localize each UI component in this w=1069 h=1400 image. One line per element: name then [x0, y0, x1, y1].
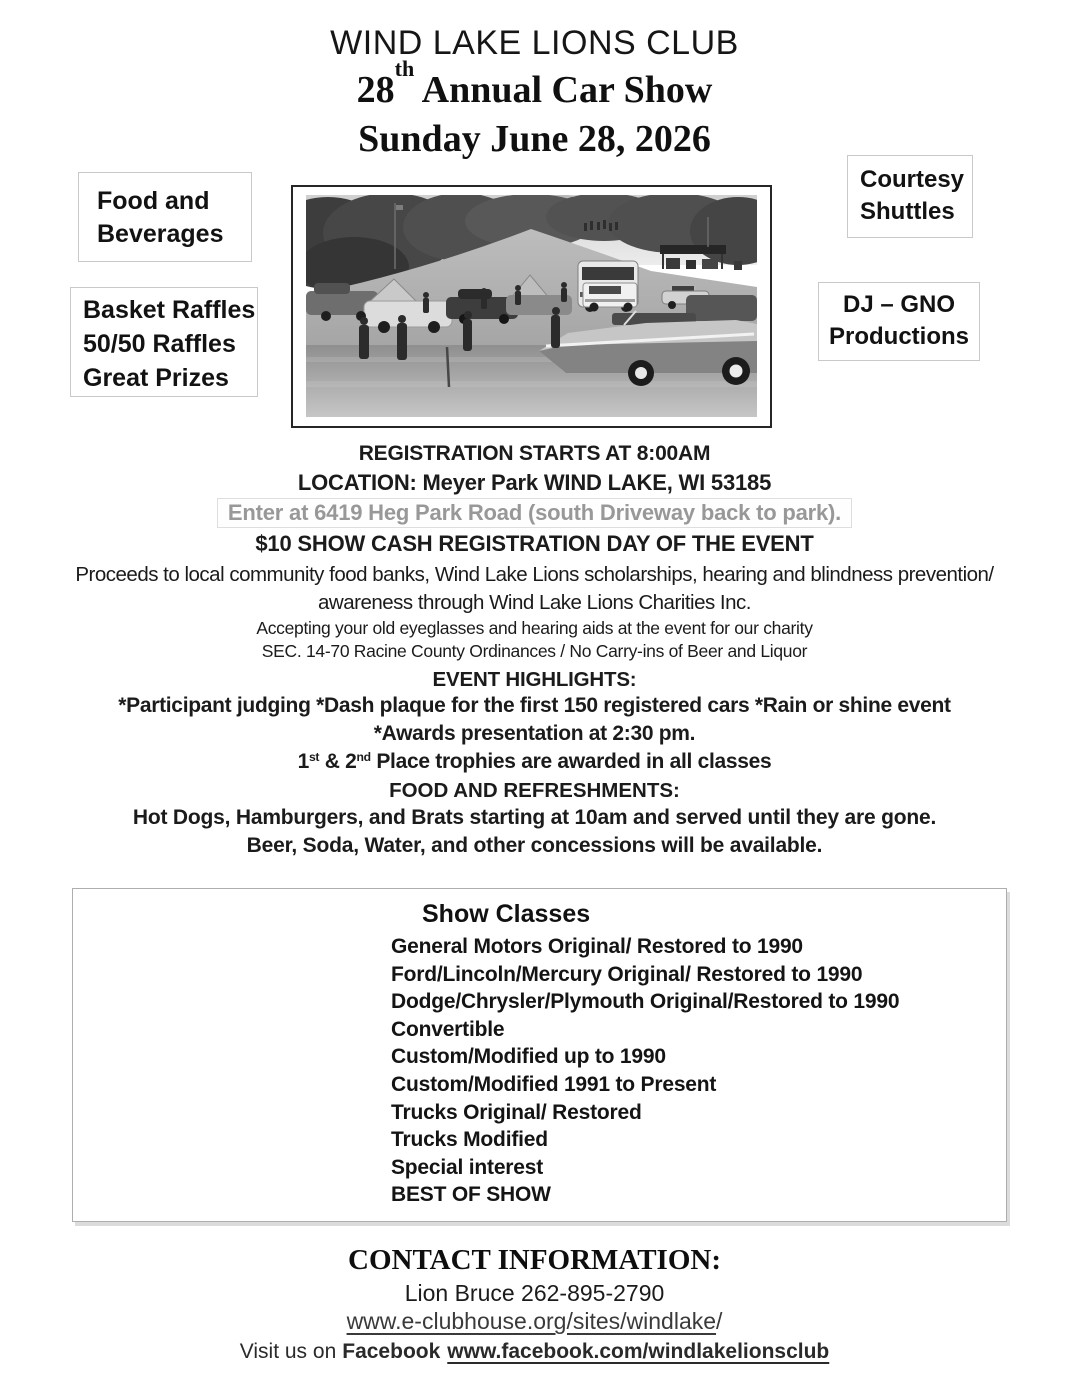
- show-class-item: Special interest: [391, 1155, 544, 1179]
- highlights-line: *Awards presentation at 2:30 pm.: [373, 722, 696, 745]
- dj-box-line: DJ – GNO: [842, 291, 956, 318]
- courtesy-shuttles-box: [847, 155, 973, 238]
- trophies-ordinal: nd: [356, 750, 371, 765]
- charity-note: Accepting your old eyeglasses and hearing aids at the event for our charity: [256, 618, 813, 638]
- location-line: LOCATION: Meyer Park WIND LAKE, WI 53185: [297, 470, 772, 495]
- raffles-box-line: 50/50 Raffles: [83, 330, 236, 358]
- event-title-number: 28: [356, 69, 395, 111]
- highlights-line: *Participant judging *Dash plaque for the first 150 registered cars *Rain or shine event: [118, 694, 951, 717]
- event-date: Sunday June 28, 2026: [358, 118, 711, 160]
- photo-mow-stripe: [306, 381, 757, 387]
- show-class-item: Dodge/Chrysler/Plymouth Original/Restored to 1990: [391, 990, 900, 1014]
- contact-heading: CONTACT INFORMATION:: [348, 1244, 721, 1276]
- event-title-ordinal: th: [394, 56, 415, 82]
- food-box-line: Beverages: [97, 220, 224, 248]
- trophies-text: & 2: [319, 750, 357, 773]
- event-highlights-heading: EVENT HIGHLIGHTS:: [432, 668, 637, 691]
- flyer-header: [0, 24, 1069, 161]
- ordinance-note: SEC. 14-70 Racine County Ordinances / No Carry-ins of Beer and Liquor: [261, 641, 808, 661]
- car-show-photo-frame: [291, 185, 772, 428]
- show-class-item: Custom/Modified 1991 to Present: [391, 1072, 717, 1096]
- registration-fee: $10 SHOW CASH REGISTRATION DAY OF THE EVENT: [255, 531, 814, 556]
- show-classes-list: [391, 933, 899, 1209]
- food-heading: FOOD AND REFRESHMENTS:: [389, 779, 680, 802]
- food-box-line: Food and: [97, 187, 210, 215]
- show-class-item: BEST OF SHOW: [391, 1183, 551, 1207]
- website-line: [0, 1307, 1069, 1335]
- shuttles-box-line: Courtesy: [860, 166, 965, 193]
- show-classes-heading: Show Classes: [422, 900, 591, 928]
- contact-name-phone: Lion Bruce 262-895-2790: [404, 1280, 665, 1306]
- photo-pickup-truck: [583, 283, 637, 312]
- photo-flag: [396, 205, 403, 210]
- show-class-item: Convertible: [391, 1017, 505, 1041]
- food-line: Hot Dogs, Hamburgers, and Brats starting at 10am and served until they are gone.: [132, 806, 937, 829]
- proceeds-line: awareness through Wind Lake Lions Charities Inc.: [318, 591, 751, 614]
- facebook-link[interactable]: www.facebook.com/windlakelionsclub: [447, 1340, 830, 1363]
- trophies-ordinal: st: [308, 750, 320, 765]
- facebook-line: [0, 1338, 1069, 1366]
- trophies-line: [0, 748, 1069, 778]
- event-title-rest: Annual Car Show: [414, 69, 713, 111]
- raffles-box-line: Basket Raffles: [83, 296, 256, 324]
- dj-box-line: Productions: [828, 323, 969, 350]
- food-beverages-box: [78, 172, 252, 262]
- show-class-item: Trucks Original/ Restored: [391, 1100, 642, 1124]
- food-refreshments: [0, 778, 1069, 860]
- show-class-item: Trucks Modified: [391, 1128, 548, 1152]
- show-class-item: Ford/Lincoln/Mercury Original/ Restored to 1990: [391, 962, 863, 986]
- dj-box: [818, 282, 980, 361]
- food-line: Beer, Soda, Water, and other concessions will be available.: [246, 834, 823, 857]
- entrance-note: Enter at 6419 Heg Park Road (south Driveway back to park).: [217, 498, 852, 528]
- event-info: [0, 441, 1069, 778]
- show-class-item: Custom/Modified up to 1990: [391, 1045, 666, 1069]
- car-show-photo: [306, 195, 757, 417]
- raffles-box: [70, 287, 258, 397]
- facebook-label: Facebook: [342, 1340, 441, 1363]
- raffles-box-line: Great Prizes: [83, 364, 229, 392]
- trophies-text: Place trophies are awarded in all classes: [370, 750, 772, 773]
- show-classes-box: [72, 888, 1007, 1222]
- contact-section: [0, 1244, 1069, 1366]
- website-link[interactable]: www.e-clubhouse.org/sites/windlake: [346, 1308, 717, 1334]
- event-title: [0, 56, 1069, 112]
- facebook-prefix: Visit us on: [239, 1340, 337, 1363]
- show-class-item: General Motors Original/ Restored to 1990: [391, 935, 803, 958]
- registration-time: REGISTRATION STARTS AT 8:00AM: [358, 442, 711, 465]
- shuttles-box-line: Shuttles: [860, 198, 955, 225]
- proceeds-line: Proceeds to local community food banks, Wind Lake Lions scholarships, hearing and blindness prevention/: [75, 563, 994, 586]
- website-suffix: /: [716, 1308, 723, 1334]
- trophies-text: 1: [297, 750, 309, 773]
- club-name: WIND LAKE LIONS CLUB: [330, 24, 739, 62]
